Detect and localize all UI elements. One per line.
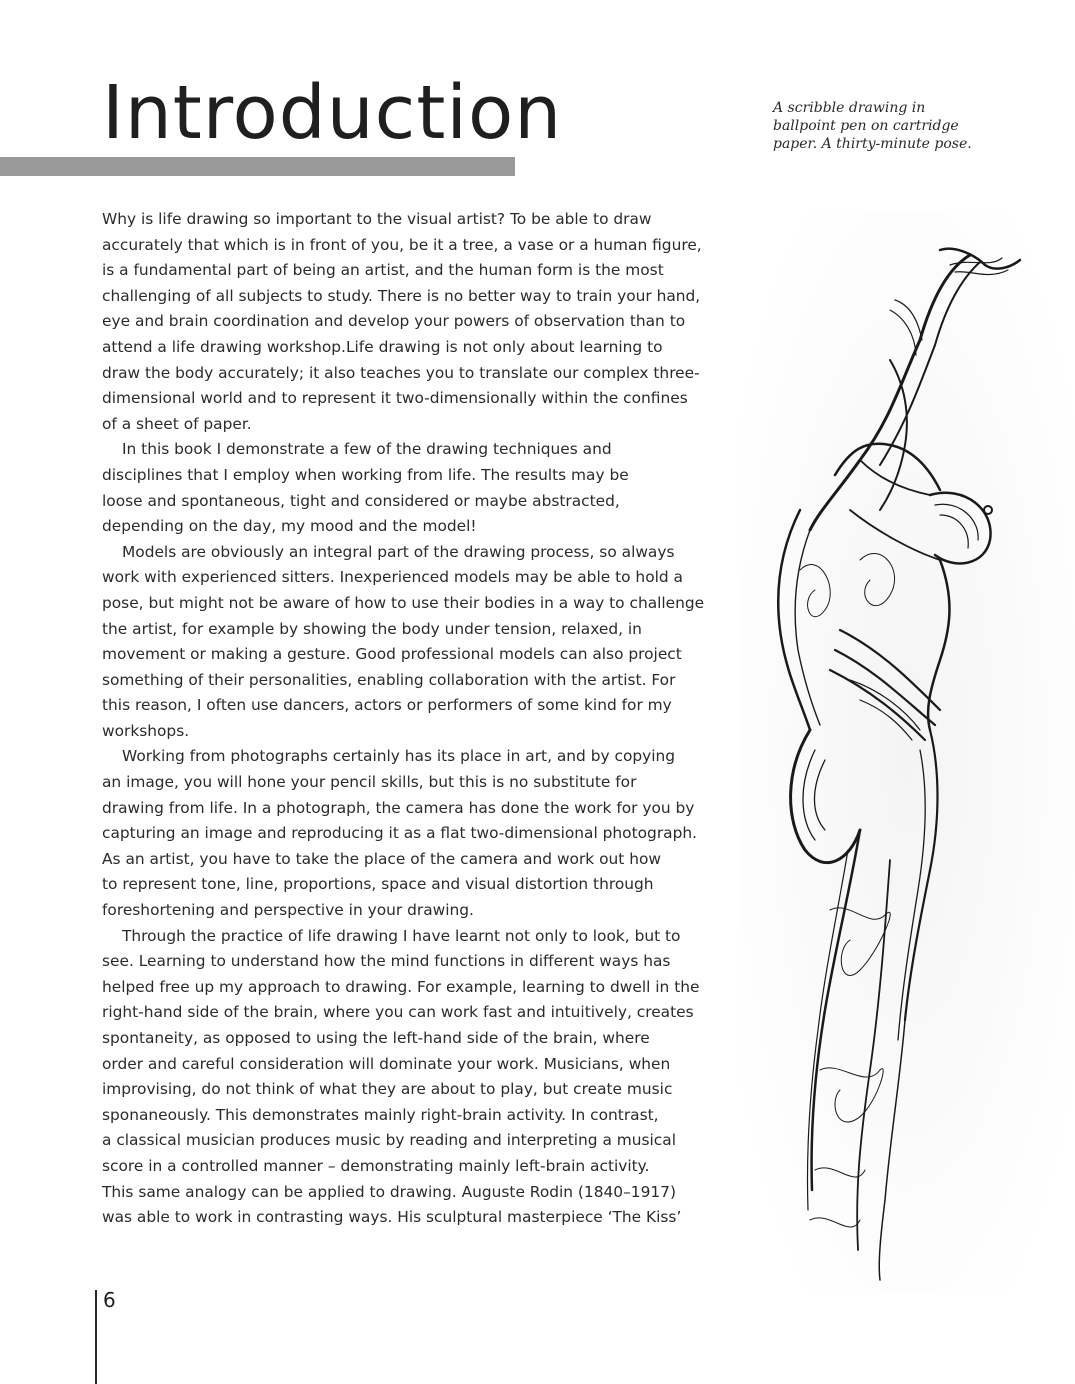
text-line: to represent tone, line, proportions, space and visual distortion through (102, 875, 654, 894)
paragraph-1 (102, 207, 742, 437)
paragraph-5 (102, 924, 742, 1231)
page-number-rule (95, 1290, 97, 1384)
text-line: sponaneously. This demonstrates mainly right-brain activity. In contrast, (102, 1105, 659, 1124)
text-line: the artist, for example by showing the body under tension, relaxed, in (102, 619, 642, 638)
text-line: In this book I demonstrate a few of the drawing techniques and (122, 440, 612, 459)
text-line: loose and spontaneous, tight and considered or maybe abstracted, (102, 491, 620, 510)
text-line: Models are obviously an integral part of the drawing process, so always (122, 542, 675, 561)
page-number: 6 (103, 1288, 116, 1312)
figure-sketch-icon (740, 210, 1075, 1290)
text-line: accurately that which is in front of you, be it a tree, a vase or a human figure, (102, 235, 702, 254)
caption-line: paper. A thirty-minute pose. (773, 136, 972, 152)
paragraph-3 (102, 540, 742, 745)
text-line: score in a controlled manner – demonstrating mainly left-brain activity. (102, 1156, 650, 1175)
figure-caption (773, 99, 973, 153)
title-underline-bar (0, 157, 515, 176)
text-line: draw the body accurately; it also teaches you to translate our complex three- (102, 363, 700, 382)
text-line: movement or making a gesture. Good professional models can also project (102, 645, 682, 664)
text-line: Working from photographs certainly has its place in art, and by copying (122, 747, 676, 766)
text-line: challenging of all subjects to study. There is no better way to train your hand, (102, 286, 701, 305)
body-text (102, 207, 742, 1231)
text-line: Why is life drawing so important to the visual artist? To be able to draw (102, 210, 652, 228)
text-line: dimensional world and to represent it two-dimensionally within the confines (102, 389, 688, 408)
text-line: spontaneity, as opposed to using the left-hand side of the brain, where (102, 1029, 650, 1047)
text-line: pose, but might not be aware of how to use their bodies in a way to challenge (102, 593, 705, 612)
paragraph-2 (102, 437, 742, 539)
text-line: this reason, I often use dancers, actors or performers of some kind for my (102, 696, 672, 715)
text-line: work with experienced sitters. Inexperienced models may be able to hold a (102, 568, 683, 587)
text-line: foreshortening and perspective in your drawing. (102, 901, 474, 920)
text-line: drawing from life. In a photograph, the camera has done the work for you by (102, 798, 695, 817)
text-line: see. Learning to understand how the mind functions in different ways has (102, 952, 671, 971)
text-line: This same analogy can be applied to drawing. Auguste Rodin (1840–1917) (102, 1182, 676, 1201)
text-line: attend a life drawing workshop.Life drawing is not only about learning to (102, 337, 663, 356)
paragraph-4 (102, 744, 742, 923)
text-line: is a fundamental part of being an artist, and the human form is the most (102, 261, 664, 280)
text-line: capturing an image and reproducing it as a flat two-dimensional photograph. (102, 824, 697, 843)
text-line: Through the practice of life drawing I have learnt not only to look, but to (122, 926, 681, 945)
text-line: depending on the day, my mood and the model! (102, 517, 477, 536)
text-line: right-hand side of the brain, where you can work fast and intuitively, creates (102, 1003, 694, 1022)
text-line: eye and brain coordination and develop your powers of observation than to (102, 312, 686, 331)
text-line: an image, you will hone your pencil skills, but this is no substitute for (102, 773, 637, 792)
scribble-figure-drawing (740, 210, 1075, 1290)
page-title: Introduction (102, 70, 563, 156)
text-line: order and careful consideration will dominate your work. Musicians, when (102, 1054, 671, 1073)
text-line: something of their personalities, enabling collaboration with the artist. For (102, 670, 676, 689)
text-line: helped free up my approach to drawing. For example, learning to dwell in the (102, 977, 700, 996)
text-line: workshops. (102, 721, 190, 740)
caption-line: A scribble drawing in (773, 100, 926, 116)
text-line: improvising, do not think of what they are about to play, but create music (102, 1080, 673, 1099)
text-line: disciplines that I employ when working from life. The results may be (102, 465, 629, 484)
caption-line: ballpoint pen on cartridge (773, 118, 959, 134)
text-line: As an artist, you have to take the place of the camera and work out how (102, 849, 661, 868)
text-line: of a sheet of paper. (102, 414, 252, 433)
text-line: a classical musician produces music by reading and interpreting a musical (102, 1131, 676, 1150)
text-line: was able to work in contrasting ways. His sculptural masterpiece ‘The Kiss’ (102, 1208, 682, 1227)
